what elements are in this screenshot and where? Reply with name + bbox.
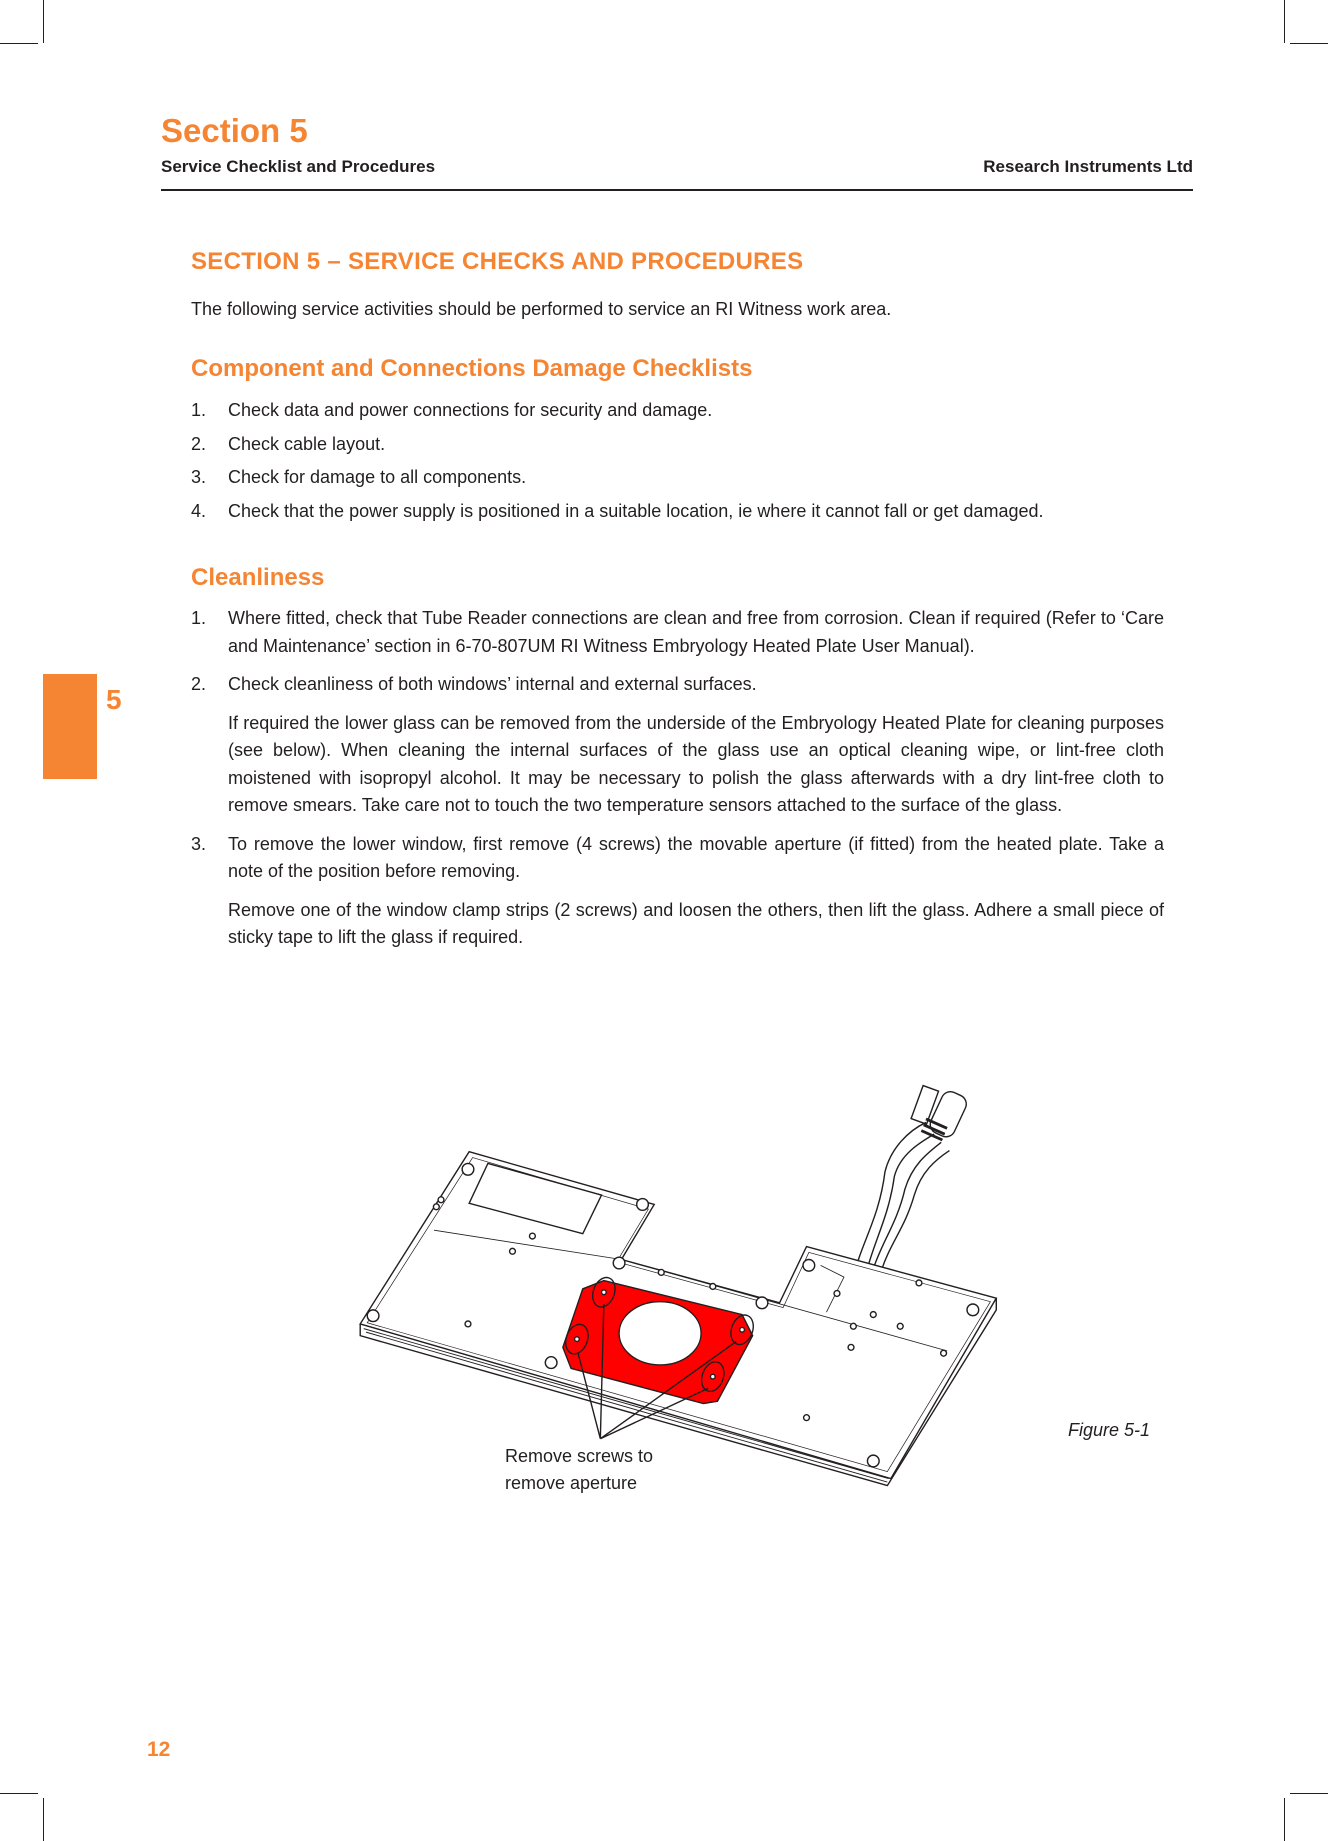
crop-mark	[0, 1793, 38, 1794]
item-number: 2.	[191, 433, 207, 454]
item-text: To remove the lower window, first remove (4 screws) the movable aperture (if fitted) from the heated plate. Take a note of the position before removing.	[228, 833, 1164, 881]
list-item	[191, 671, 1164, 820]
figure-label: Figure 5-1	[1068, 1420, 1151, 1440]
aperture-opening	[619, 1302, 701, 1365]
section-side-tab	[43, 674, 97, 779]
item-number: 4.	[191, 500, 207, 521]
section-subtitle: Service Checklist and Procedures	[161, 157, 436, 176]
item-text: Check that the power supply is positioned in a suitable location, ie where it cannot fall or get damaged.	[228, 500, 1044, 521]
damage-checklist	[191, 397, 1164, 531]
page-number: 12	[147, 1738, 171, 1761]
list-item	[191, 464, 1164, 492]
item-number: 1.	[191, 400, 207, 420]
item-number: 3.	[191, 467, 207, 487]
item-paragraph: If required the lower glass can be removed from the underside of the Embryology Heated Plate for cleaning purposes (see below). When cleaning the internal surfaces of the glass use an optical cleaning wipe, or lint-free cloth moistened with isopropyl alcohol. It may be necessary to polish the glass afterwards with a dry lint-free cloth to remove smears. Take care not to touch the two temperature sensors attached to the surface of the glass.	[228, 712, 1164, 815]
item-text: Check for damage to all components.	[228, 467, 527, 487]
crop-mark	[0, 43, 38, 44]
cleanliness-list	[191, 605, 1164, 963]
callout-line: Remove screws to	[505, 1446, 654, 1466]
figure-callout	[505, 1443, 653, 1497]
item-text: Check cleanliness of both windows’ internal and external surfaces.	[228, 674, 757, 694]
item-text: Check cable layout.	[228, 433, 386, 454]
crop-mark	[43, 1798, 44, 1841]
page-heading: SECTION 5 – SERVICE CHECKS AND PROCEDURES	[191, 248, 804, 275]
item-text: Check data and power connections for security and damage.	[228, 400, 713, 420]
list-item	[191, 831, 1164, 952]
intro-text: The following service activities should be performed to service an RI Witness work area.	[191, 299, 892, 319]
list-item	[191, 605, 1164, 660]
list-item	[191, 397, 1164, 425]
section-title: Section 5	[161, 112, 308, 149]
crop-mark	[1284, 1798, 1285, 1841]
crop-mark	[1284, 0, 1285, 43]
damage-checklist-heading: Component and Connections Damage Checklists	[191, 355, 753, 382]
list-item	[191, 431, 1164, 459]
list-item	[191, 498, 1164, 526]
crop-mark	[1290, 43, 1328, 44]
heated-plate-figure	[352, 1072, 1008, 1488]
cleanliness-heading: Cleanliness	[191, 564, 325, 591]
item-number: 3.	[191, 833, 207, 854]
callout-line: remove aperture	[505, 1473, 638, 1493]
item-paragraph: Remove one of the window clamp strips (2 screws) and loosen the others, then lift the glass. Adhere a small piece of sticky tape to lift the glass if required.	[228, 899, 1164, 947]
crop-mark	[1290, 1793, 1328, 1794]
item-number: 2.	[191, 674, 207, 694]
item-number: 1.	[191, 608, 207, 628]
item-text: Where fitted, check that Tube Reader connections are clean and free from corrosion. Clean if required (Refer to ‘Care and Maintenance’ section in 6-70-807UM RI Witness Embryology Heated Plate User Manual).	[228, 608, 1164, 656]
cable-connectors	[853, 1086, 969, 1278]
header-rule	[161, 189, 1193, 191]
company-name: Research Instruments Ltd	[983, 157, 1193, 176]
crop-mark	[43, 0, 44, 43]
side-tab-number: 5	[106, 684, 122, 715]
